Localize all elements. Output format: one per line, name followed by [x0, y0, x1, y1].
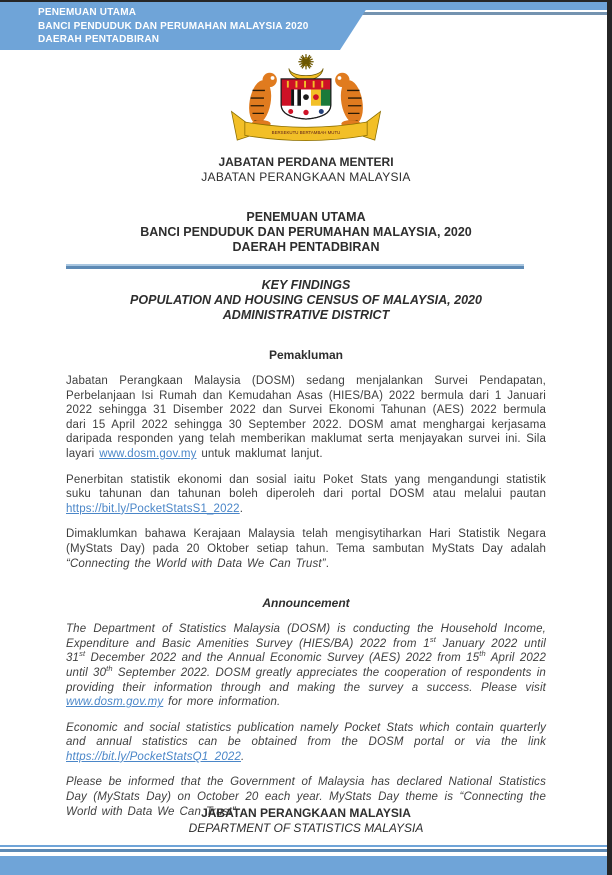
title-malay	[66, 210, 546, 255]
hyperlink[interactable]: www.dosm.gov.my	[66, 696, 164, 709]
title-english	[66, 278, 546, 323]
footer-org-english: DEPARTMENT OF STATISTICS MALAYSIA	[188, 821, 424, 835]
text-run: April 2022 until 30	[66, 652, 547, 679]
text-run: .	[325, 557, 330, 570]
title-banner-text	[38, 6, 308, 47]
title-english-line-3: ADMINISTRATIVE DISTRICT	[222, 308, 390, 322]
document-body	[66, 155, 546, 819]
bottom-stripe-thin	[0, 845, 612, 847]
hyperlink[interactable]: https://bit.ly/PocketStatsQ1_2022	[66, 750, 241, 763]
paragraph-malay-3	[66, 527, 546, 571]
text-run: untuk maklumat lanjut.	[196, 447, 323, 460]
malaysia-coat-of-arms	[220, 52, 392, 153]
hyperlink[interactable]: https://bit.ly/PocketStatsS1_2022	[66, 502, 240, 515]
motto-text: BERSEKUTU BERTAMBAH MUTU	[271, 129, 341, 135]
text-run: .	[239, 502, 244, 515]
ordinal-superscript: th	[106, 664, 113, 674]
paragraph-malay-1	[66, 374, 546, 462]
ordinal-superscript: st	[429, 634, 436, 644]
star-and-crescent-icon	[289, 54, 323, 80]
text-run: .	[241, 750, 245, 763]
paragraph-english-1	[66, 622, 546, 710]
banner-line-1: PENEMUAN UTAMA	[38, 7, 137, 18]
paragraph-english-2	[66, 721, 546, 765]
bottom-stripe-dark	[0, 849, 612, 852]
quoted-theme: “Connecting the World with Data We Can Trust”	[66, 557, 326, 570]
text-run: for more information.	[163, 696, 281, 709]
text-run: December 2022 and the Annual Economic Survey (AES) 2022 from 15	[85, 652, 480, 665]
text-run: Jabatan Perangkaan Malaysia (DOSM) sedang menjalankan Survei Pendapatan, Perbelanjaan Isi Rumah dan Kemudahan Asas (HIES/BA) 2022 bermula dari 1 Januari 2022 sehingga 31 Disember 2022 dan Survei Ekonomi Tahunan (AES) 2022 bermula dari 15 April 2022 sehingga 30 September 2022. DOSM amat menghargai kerjasama daripada responden yang telah memberikan maklumat serta menjayakan survei ini. Sila layari	[66, 375, 546, 460]
banner-line-3: DAERAH PENTADBIRAN	[38, 34, 160, 45]
ministry-name: JABATAN PERDANA MENTERI	[218, 155, 394, 169]
ordinal-superscript: th	[479, 649, 486, 659]
shield-icon	[281, 79, 331, 119]
text-run: Economic and social statistics publication namely Pocket Stats which contain quarterly and annual statistics can be obtained from the DOSM portal or via the link	[66, 721, 546, 749]
tiger-right-icon	[335, 73, 366, 128]
footer-org-malay: JABATAN PERANGKAAN MALAYSIA	[201, 806, 411, 820]
text-run: January 2022 until 31	[66, 637, 546, 665]
section-heading-announcement: Announcement	[262, 596, 350, 611]
title-malay-line-2: BANCI PENDUDUK DAN PERUMAHAN MALAYSIA, 2020	[140, 225, 472, 239]
title-divider	[66, 264, 524, 269]
text-run: Penerbitan statistik ekonomi dan sosial iaitu Poket Stats yang mengandungi statistik suku tahunan dan tahunan boleh diperoleh dari portal DOSM atau melalui pautan	[66, 473, 546, 501]
text-run: The Department of Statistics Malaysia (DOSM) is conducting the Household Income, Expenditure and Basic Amenities Survey (HIES/BA) 2022 from 1	[66, 623, 546, 650]
department-name: JABATAN PERANGKAAN MALAYSIA	[201, 170, 411, 184]
footer	[66, 806, 546, 836]
bottom-blue-band	[0, 856, 612, 875]
title-malay-line-3: DAERAH PENTADBIRAN	[232, 240, 380, 254]
section-heading-pemakluman: Pemakluman	[268, 348, 344, 362]
text-run: September 2022. DOSM greatly appreciates the cooperation of respondents in providing their information through and making the survey a success. Please visit	[66, 666, 546, 694]
paragraph-malay-2	[66, 473, 546, 517]
page-right-edge	[607, 0, 612, 875]
text-run: Dimaklumkan bahawa Kerajaan Malaysia telah mengisytiharkan Hari Statistik Negara (MyStats Day) pada 20 Oktober setiap tahun. Tema sambutan MyStats Day adalah	[66, 528, 546, 555]
text-run: Please be informed that the Government of Malaysia has declared National Statistics Day (MyStats Day) on October 20 each year. MyStats Day theme is “Connecting the World with Data We Can Trust”.	[66, 776, 546, 818]
coat-of-arms-graphic	[220, 52, 392, 148]
hyperlink[interactable]: www.dosm.gov.my	[99, 447, 197, 460]
title-malay-line-1: PENEMUAN UTAMA	[246, 210, 366, 224]
title-english-line-1: KEY FINDINGS	[261, 278, 351, 292]
banner-line-2: BANCI PENDUDUK DAN PERUMAHAN MALAYSIA 2020	[38, 20, 309, 32]
ordinal-superscript: st	[79, 649, 86, 659]
title-english-line-2: POPULATION AND HOUSING CENSUS OF MALAYSIA, 2020	[130, 293, 482, 307]
tiger-left-icon	[246, 73, 277, 128]
